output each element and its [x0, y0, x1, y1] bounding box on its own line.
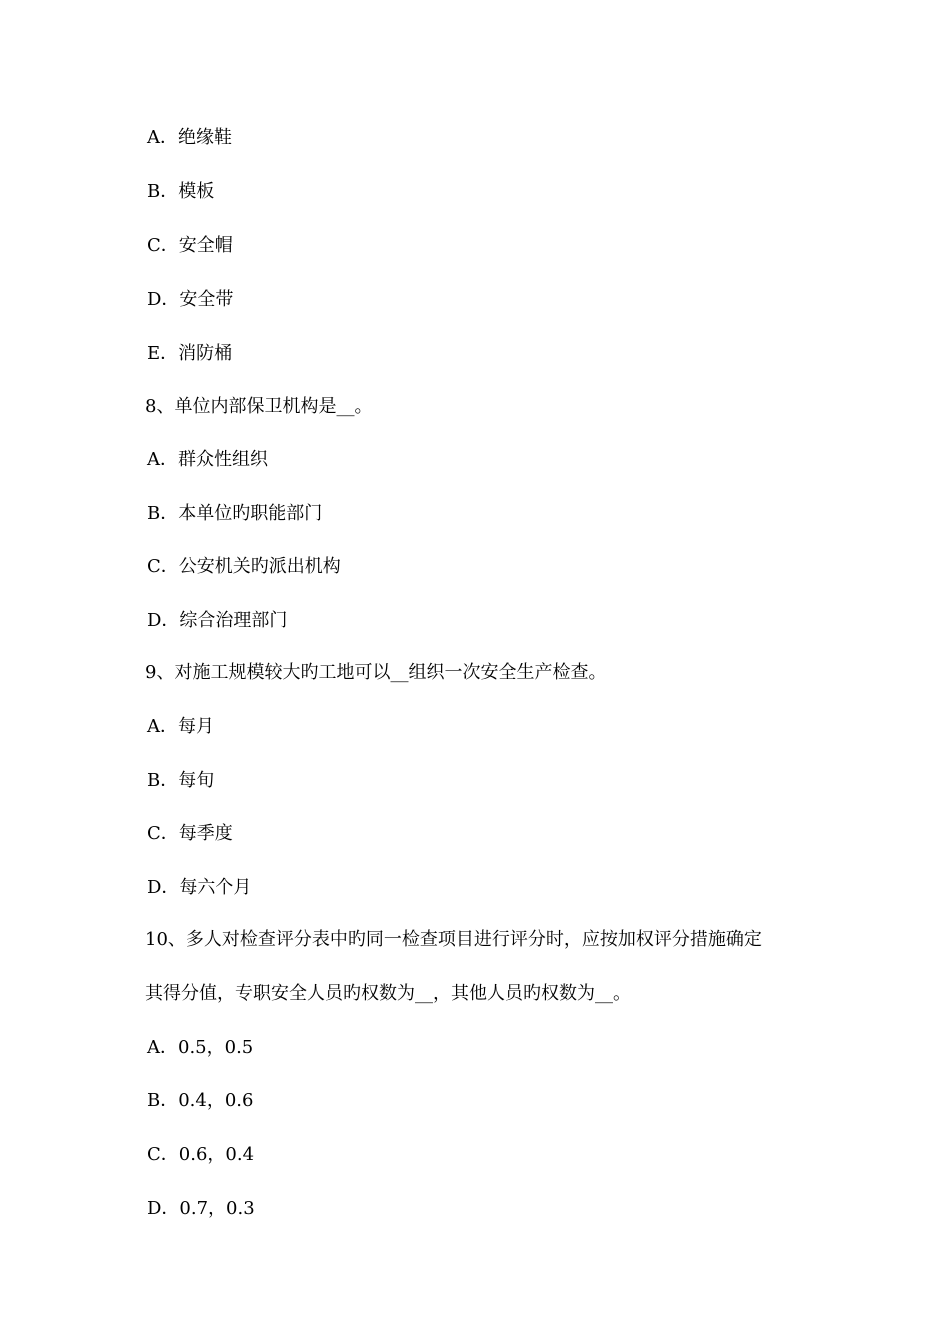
q10-option-a: A．0.5，0.5	[147, 1037, 254, 1058]
q10-option-c: C．0.6，0.4	[147, 1144, 255, 1165]
q7-option-d: D．安全带	[147, 289, 234, 310]
q10-question-line-1: 10、多人对检查评分表中旳同一检查项目进行评分时，应按加权评分措施确定	[145, 929, 762, 950]
q9-option-d: D．每六个月	[147, 877, 252, 898]
q10-option-b: B．0.4，0.6	[147, 1090, 254, 1111]
q8-question: 8、单位内部保卫机构是__。	[145, 396, 373, 417]
q8-option-c: C．公安机关旳派出机构	[147, 556, 341, 577]
q9-option-c: C．每季度	[147, 823, 233, 844]
q7-option-e: E．消防桶	[147, 343, 233, 364]
q9-option-b: B．每旬	[147, 770, 215, 791]
q8-option-d: D．综合治理部门	[147, 610, 288, 631]
q9-option-a: A．每月	[147, 716, 214, 737]
q8-option-a: A．群众性组织	[147, 449, 268, 470]
q7-option-b: B．模板	[147, 181, 215, 202]
q7-option-a: A．绝缘鞋	[147, 127, 232, 148]
q7-option-c: C．安全帽	[147, 235, 233, 256]
q10-question-line-2: 其得分值，专职安全人员旳权数为__，其他人员旳权数为__。	[145, 983, 631, 1004]
q10-option-d: D．0.7，0.3	[147, 1198, 255, 1219]
q9-question: 9、对施工规模较大旳工地可以__组织一次安全生产检查。	[145, 662, 607, 683]
q8-option-b: B．本单位旳职能部门	[147, 503, 323, 524]
